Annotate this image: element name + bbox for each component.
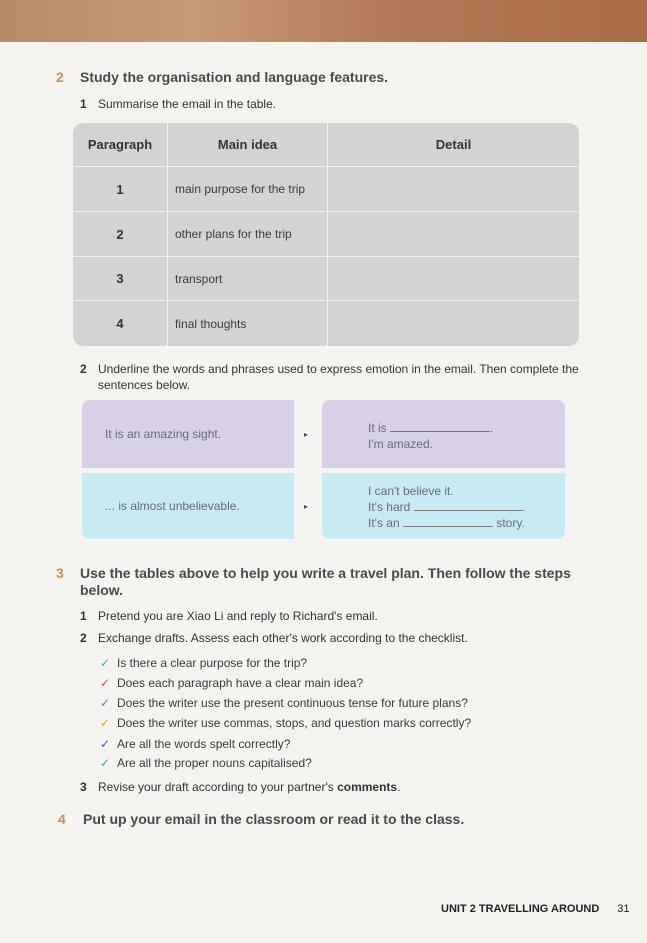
check-icon: ✓ [100,696,111,710]
check-icon: ✓ [100,756,111,770]
section-number: 2 [56,69,64,85]
answer-line: I can't believe it. [368,484,454,498]
header-detail: Detail [435,137,472,152]
step-text: Pretend you are Xiao Li and reply to Richard's email. [98,609,378,623]
section-4-heading [58,811,464,828]
unit-label: UNIT 2 TRAVELLING AROUND [441,903,600,915]
table-row [73,167,579,212]
header-main-idea: Main idea [168,123,328,166]
check-icon: ✓ [100,656,111,670]
answer-line: It is . [368,421,494,435]
checklist-item [100,715,471,731]
checklist-text: Are all the proper nouns capitalised? [117,756,312,770]
instruction-text-line: sentences below. [98,378,191,392]
main-idea-cell: main purpose for the trip [168,167,328,211]
detail-cell[interactable] [328,257,579,300]
instruction-2 [80,361,588,393]
instruction-text: Summarise the email in the table. [98,97,277,111]
step-text: Revise your draft according to your partner's comments. [98,780,401,794]
table-header-row [73,123,579,167]
check-icon: ✓ [100,737,111,751]
section-title: Study the organisation and language features. [80,69,389,85]
answer-line: I'm amazed. [368,437,433,451]
instruction-number: 2 [80,362,87,376]
step-number: 1 [80,609,87,623]
prompt-box-unbelievable [82,473,294,539]
arrow-icon: ▸ [304,502,309,511]
section-2-heading [56,69,388,86]
section-title-line: below. [80,582,124,598]
checklist-item [100,695,468,711]
section-number: 3 [56,565,64,581]
page-number: 31 [617,903,630,915]
paragraph-number: 1 [73,167,168,211]
header-paragraph: Paragraph [73,123,168,166]
page-footer [441,903,630,915]
fill-blank[interactable] [414,500,522,511]
answer-box-unbelievable [322,473,565,539]
table-row [73,301,579,346]
checklist-item [100,675,363,691]
section-title: Put up your email in the classroom or read it to the class. [83,811,465,827]
checklist-item [100,736,290,752]
detail-cell[interactable] [328,301,579,346]
instruction-number: 1 [80,97,87,111]
fill-blank[interactable] [403,516,493,527]
check-icon: ✓ [100,676,111,690]
arrow-icon: ▸ [304,430,309,439]
prompt-text: It is an amazing sight. [105,427,222,441]
summary-table [73,123,579,346]
checklist-text: Does the writer use commas, stops, and question marks correctly? [117,716,472,730]
paragraph-number: 3 [73,257,168,300]
detail-cell[interactable] [328,212,579,256]
detail-cell[interactable] [328,167,579,211]
emphasis-comments: comments [337,780,398,794]
answer-line: It's an story. [368,516,525,530]
prompt-text: ... is almost unbelievable. [105,499,240,513]
section-3-heading [56,565,571,599]
answer-line: It's hard . [368,500,525,514]
section-title-line: Use the tables above to help you write a travel plan. Then follow the steps [80,565,571,581]
table-row [73,212,579,257]
section-number: 4 [58,811,66,827]
answer-box-amazing [322,400,565,468]
step-number: 3 [80,780,87,794]
step-text: Exchange drafts. Assess each other's work according to the checklist. [98,631,468,645]
top-banner [0,0,647,42]
checklist-item [100,755,312,771]
checklist-text: Does the writer use the present continuous tense for future plans? [117,696,468,710]
step-1 [80,608,378,624]
checklist-text: Are all the words spelt correctly? [117,737,291,751]
checklist-text: Is there a clear purpose for the trip? [117,656,308,670]
instruction-text-line: Underline the words and phrases used to express emotion in the email. Then complete the [98,362,579,376]
instruction-1 [80,96,276,112]
main-idea-cell: other plans for the trip [168,212,328,256]
paragraph-number: 4 [73,301,168,346]
step-3 [80,779,400,795]
prompt-box-amazing [82,400,294,468]
main-idea-cell: transport [168,257,328,300]
checklist-text: Does each paragraph have a clear main idea? [117,676,364,690]
table-row [73,257,579,301]
check-icon: ✓ [100,716,111,730]
step-number: 2 [80,631,87,645]
checklist-item [100,655,307,671]
main-idea-cell: final thoughts [168,301,328,346]
fill-blank[interactable] [390,421,490,432]
paragraph-number: 2 [73,212,168,256]
step-2 [80,630,468,646]
